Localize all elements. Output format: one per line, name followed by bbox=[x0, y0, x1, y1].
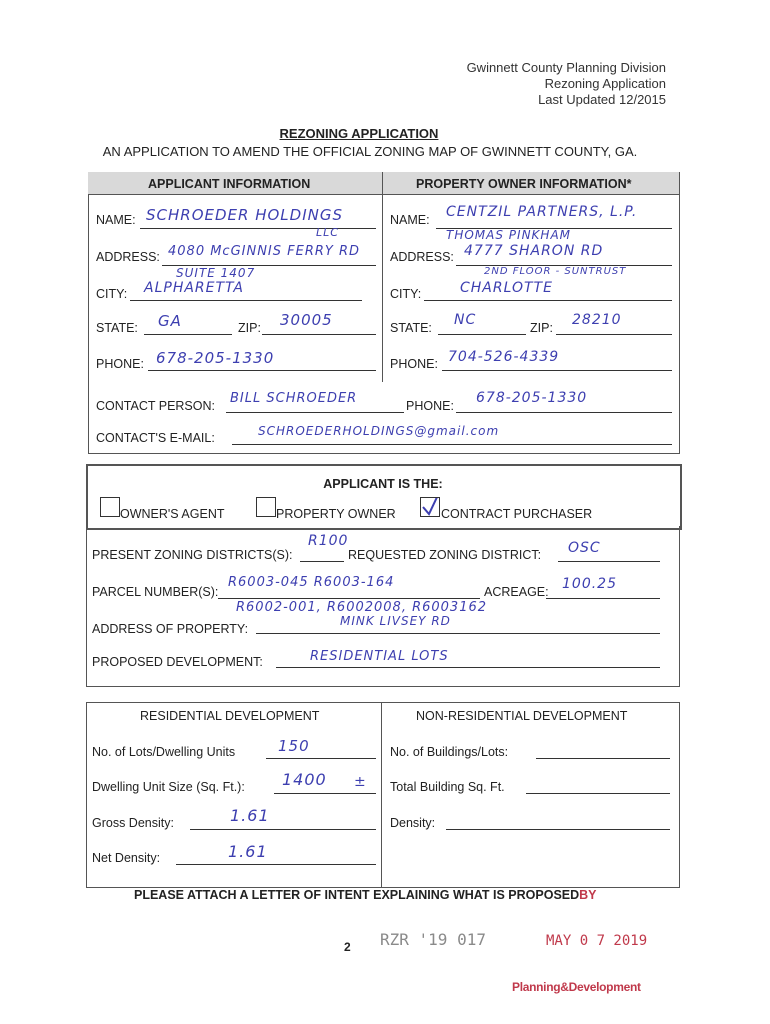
letter-of-intent-notice bbox=[134, 888, 597, 902]
applicant-zip-field[interactable]: 30005 bbox=[280, 311, 333, 329]
present-zoning-field[interactable]: R100 bbox=[308, 533, 349, 549]
parcel-number-line bbox=[218, 598, 480, 599]
contract-purchaser-label: CONTRACT PURCHASER bbox=[441, 507, 593, 521]
header-line-2: Rezoning Application bbox=[544, 76, 666, 91]
applicant-heading: APPLICANT INFORMATION bbox=[148, 177, 311, 191]
building-sqft-label: Total Building Sq. Ft. bbox=[390, 780, 505, 794]
owners-agent-checkbox[interactable] bbox=[100, 497, 120, 517]
gross-density-line bbox=[190, 829, 376, 830]
applicant-phone-line bbox=[148, 370, 376, 371]
received-date-stamp: MAY 0 7 2019 bbox=[546, 933, 648, 949]
property-address-label: ADDRESS OF PROPERTY: bbox=[92, 622, 249, 636]
property-address-line bbox=[256, 633, 660, 634]
applicant-state-label: STATE: bbox=[96, 321, 138, 335]
form-subtitle: AN APPLICATION TO AMEND THE OFFICIAL ZONING MAP OF GWINNETT COUNTY, GA. bbox=[102, 144, 638, 159]
rzr-stamp: RZR '19 017 bbox=[380, 930, 486, 949]
applicant-address-field[interactable]: 4080 McGINNIS FERRY RD bbox=[168, 244, 361, 259]
applicant-zip-line bbox=[262, 334, 376, 335]
contact-phone-field[interactable]: 678-205-1330 bbox=[476, 390, 588, 406]
contact-person-field[interactable]: BILL SCHROEDER bbox=[230, 391, 358, 406]
development-box bbox=[86, 702, 680, 888]
owner-phone-field[interactable]: 704-526-4339 bbox=[448, 349, 560, 365]
owner-name-label: NAME: bbox=[390, 213, 430, 227]
notice-stamp-tail: BY bbox=[579, 888, 597, 902]
applicant-state-field[interactable]: GA bbox=[158, 312, 182, 330]
gross-density-field[interactable]: 1.61 bbox=[230, 806, 270, 825]
unit-size-suffix: ± bbox=[354, 774, 367, 790]
contact-email-field[interactable]: SCHROEDERHOLDINGS@gmail.com bbox=[258, 424, 500, 438]
net-density-line bbox=[176, 864, 376, 865]
unit-size-field[interactable]: 1400 bbox=[282, 770, 327, 789]
owner-city-field[interactable]: CHARLOTTE bbox=[460, 280, 553, 296]
net-density-label: Net Density: bbox=[92, 851, 161, 865]
unit-size-line bbox=[274, 793, 376, 794]
owner-zip-line bbox=[556, 334, 672, 335]
applicant-city-field[interactable]: ALPHARETTA bbox=[144, 280, 244, 296]
header-line-1: Gwinnett County Planning Division bbox=[466, 60, 666, 75]
gross-density-label: Gross Density: bbox=[92, 816, 174, 830]
contact-person-label: CONTACT PERSON: bbox=[96, 399, 215, 413]
owners-agent-label: OWNER'S AGENT bbox=[120, 507, 225, 521]
residential-heading: RESIDENTIAL DEVELOPMENT bbox=[140, 709, 320, 723]
department-stamp: Planning&Development bbox=[512, 980, 641, 994]
density-line[interactable] bbox=[446, 829, 670, 830]
applicant-name-label: NAME: bbox=[96, 213, 136, 227]
owner-state-label: STATE: bbox=[390, 321, 432, 335]
owner-name-field[interactable]: CENTZIL PARTNERS, L.P. bbox=[446, 204, 638, 220]
unit-size-label: Dwelling Unit Size (Sq. Ft.): bbox=[92, 780, 245, 794]
applicant-zip-label: ZIP: bbox=[238, 321, 261, 335]
lots-field[interactable]: 150 bbox=[278, 737, 310, 755]
proposed-development-label: PROPOSED DEVELOPMENT: bbox=[92, 655, 263, 669]
contact-phone-label: PHONE: bbox=[406, 399, 454, 413]
owner-address-label: ADDRESS: bbox=[390, 250, 454, 264]
owner-address-field-2[interactable]: 2ND FLOOR - SUNTRUST bbox=[484, 266, 627, 277]
owner-address-field[interactable]: 4777 SHARON RD bbox=[464, 243, 604, 259]
owner-heading: PROPERTY OWNER INFORMATION* bbox=[416, 177, 632, 191]
applicant-address-label: ADDRESS: bbox=[96, 250, 160, 264]
requested-zoning-field[interactable]: OSC bbox=[568, 540, 601, 556]
net-density-field[interactable]: 1.61 bbox=[228, 842, 268, 861]
owner-city-line bbox=[424, 300, 672, 301]
acreage-field[interactable]: 100.25 bbox=[562, 576, 617, 592]
owner-zip-label: ZIP: bbox=[530, 321, 553, 335]
owner-state-field[interactable]: NC bbox=[454, 312, 477, 328]
parcel-number-field[interactable]: R6003-045 R6003-164 bbox=[228, 575, 395, 590]
requested-zoning-line bbox=[558, 561, 660, 562]
contact-phone-line bbox=[456, 412, 672, 413]
applicant-city-line bbox=[130, 300, 362, 301]
acreage-line bbox=[546, 598, 660, 599]
applicant-address-field-2[interactable]: SUITE 1407 bbox=[176, 266, 256, 280]
property-address-field[interactable]: MINK LIVSEY RD bbox=[340, 614, 451, 628]
column-divider bbox=[382, 172, 383, 382]
non-residential-heading: NON-RESIDENTIAL DEVELOPMENT bbox=[416, 709, 628, 723]
present-zoning-line bbox=[300, 561, 344, 562]
owner-phone-label: PHONE: bbox=[390, 357, 438, 371]
building-sqft-line[interactable] bbox=[526, 793, 670, 794]
applicant-phone-field[interactable]: 678-205-1330 bbox=[156, 349, 275, 367]
buildings-label: No. of Buildings/Lots: bbox=[390, 745, 509, 759]
notice-text: PLEASE ATTACH A LETTER OF INTENT EXPLAINING WHAT IS PROPOSED bbox=[134, 888, 580, 902]
acreage-label: ACREAGE: bbox=[484, 585, 549, 599]
applicant-phone-label: PHONE: bbox=[96, 357, 144, 371]
applicant-type-heading: APPLICANT IS THE: bbox=[323, 477, 443, 491]
parcel-number-field-2[interactable]: R6002-001, R6002008, R6003162 bbox=[236, 600, 488, 615]
applicant-name-field[interactable]: SCHROEDER HOLDINGS bbox=[146, 206, 343, 224]
requested-zoning-label: REQUESTED ZONING DISTRICT: bbox=[348, 548, 542, 562]
check-mark-icon bbox=[421, 498, 439, 516]
applicant-name-field-2[interactable]: LLC bbox=[316, 226, 339, 239]
applicant-name-line bbox=[140, 228, 376, 229]
page-number: 2 bbox=[344, 940, 351, 954]
contact-person-line bbox=[226, 412, 404, 413]
contact-email-label: CONTACT'S E-MAIL: bbox=[96, 431, 215, 445]
contract-purchaser-checkbox[interactable] bbox=[420, 497, 440, 517]
present-zoning-label: PRESENT ZONING DISTRICTS(S): bbox=[92, 548, 293, 562]
buildings-line[interactable] bbox=[536, 758, 670, 759]
development-divider bbox=[381, 702, 382, 888]
owner-city-label: CITY: bbox=[390, 287, 422, 301]
applicant-state-line bbox=[144, 334, 232, 335]
header-line-3: Last Updated 12/2015 bbox=[538, 92, 666, 107]
contact-email-line bbox=[232, 444, 672, 445]
property-owner-label: PROPERTY OWNER bbox=[276, 507, 396, 521]
owner-name-field-2[interactable]: THOMAS PINKHAM bbox=[446, 228, 571, 242]
parcel-number-label: PARCEL NUMBER(S): bbox=[92, 585, 219, 599]
property-owner-checkbox[interactable] bbox=[256, 497, 276, 517]
form-title: REZONING APPLICATION bbox=[279, 126, 439, 141]
division-header bbox=[467, 60, 666, 108]
proposed-development-line bbox=[276, 667, 660, 668]
applicant-city-label: CITY: bbox=[96, 287, 128, 301]
proposed-development-field[interactable]: RESIDENTIAL LOTS bbox=[310, 649, 449, 664]
lots-label: No. of Lots/Dwelling Units bbox=[92, 745, 236, 759]
owner-zip-field[interactable]: 28210 bbox=[572, 312, 622, 328]
owner-state-line bbox=[438, 334, 526, 335]
lots-line bbox=[266, 758, 376, 759]
density-label: Density: bbox=[390, 816, 436, 830]
owner-phone-line bbox=[442, 370, 672, 371]
